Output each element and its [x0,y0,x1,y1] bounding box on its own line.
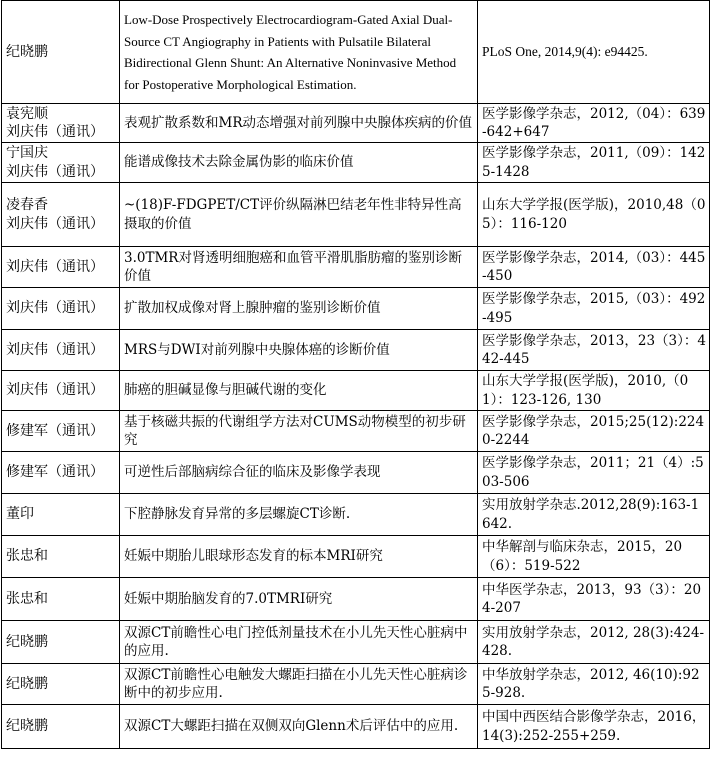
title-cell: Low-Dose Prospectively Electrocardiogram-Gated Axial Dual-Source CT Angiography in Patients with Pulsatile Bilateral Bidirectional Glenn Shunt: An Alternative Noninvasive Method for Postoperative Morphological Estimation. [120,1,478,104]
author-cell [2,1,120,104]
author-cell [2,452,120,494]
author-name: 修建军（通讯） [6,422,104,439]
title-cell: 妊娠中期胎脑发育的7.0TMRI研究 [120,578,478,621]
source-cell: 山东大学学报(医学版)，2010,（01）：123-126, 130 [478,371,710,411]
author-name: 董印 [6,506,34,523]
source-cell: 医学影像学杂志，2013，23（3）：442-445 [478,330,710,371]
title-cell: 能谱成像技术去除金属伪影的临床价值 [120,143,478,183]
source-cell: 中国中西医结合影像学杂志，2016，14(3):252-255+259. [478,705,710,749]
table-row [2,411,710,452]
source-cell: 实用放射学杂志.2012,28(9):163-1642. [478,494,710,536]
author-name: 刘庆伟（通讯） [6,215,104,232]
table-row [2,330,710,371]
table-row [2,578,710,621]
title-cell: 双源CT前瞻性心电触发大螺距扫描在小儿先天性心脏病诊断中的初步应用. [120,664,478,705]
title-cell: 肺癌的胆碱显像与胆碱代谢的变化 [120,371,478,411]
title-cell: 双源CT前瞻性心电门控低剂量技术在小儿先天性心脏病中的应用. [120,621,478,664]
table-row [2,494,710,536]
author-cell [2,330,120,371]
title-cell: ~(18)F-FDGPET/CT评价纵隔淋巴结老年性非特异性高摄取的价值 [120,183,478,247]
author-name: 刘庆伟（通讯） [6,341,104,358]
source-cell: 中华放射学杂志，2012, 46(10):925-928. [478,664,710,705]
publication-table [1,0,710,749]
author-name: 刘庆伟（通讯） [6,163,104,180]
table-row [2,104,710,143]
table-row [2,621,710,664]
author-name: 刘庆伟（通讯） [6,258,104,275]
table-row [2,288,710,330]
author-cell [2,143,120,183]
table-row [2,536,710,578]
source-cell: 实用放射学杂志，2012, 28(3):424-428. [478,621,710,664]
author-name: 刘庆伟（通讯） [6,382,104,399]
author-cell [2,664,120,705]
table-row [2,705,710,749]
author-name: 张忠和 [6,548,48,565]
author-name: 纪晓鹏 [6,718,48,735]
title-cell: 3.0TMR对肾透明细胞癌和血管平滑肌脂肪瘤的鉴别诊断价值 [120,247,478,288]
author-cell [2,411,120,452]
title-cell: 扩散加权成像对肾上腺肿瘤的鉴别诊断价值 [120,288,478,330]
table-row [2,1,710,104]
title-cell: MRS与DWI对前列腺中央腺体癌的诊断价值 [120,330,478,371]
table-row [2,183,710,247]
author-name: 刘庆伟（通讯） [6,300,104,317]
source-cell: PLoS One, 2014,9(4): e94425. [478,1,710,104]
author-name: 刘庆伟（通讯） [6,124,104,140]
author-name: 纪晓鹏 [6,43,48,60]
source-cell: 医学影像学杂志，2015,（03）：492-495 [478,288,710,330]
source-cell: 中华解剖与临床杂志，2015，20（6）：519-522 [478,536,710,578]
table-row [2,247,710,288]
author-cell [2,621,120,664]
author-cell [2,183,120,247]
author-name: 袁宪顺 [6,105,48,122]
author-name: 纪晓鹏 [6,675,48,692]
author-cell [2,578,120,621]
title-cell: 表观扩散系数和MR动态增强对前列腺中央腺体疾病的价值 [120,104,478,143]
source-cell: 医学影像学杂志，2011；21（4）:503-506 [478,452,710,494]
author-cell [2,104,120,143]
author-cell [2,288,120,330]
source-cell: 山东大学学报(医学版)，2010,48（05）：116-120 [478,183,710,247]
source-cell: 医学影像学杂志，2015;25(12):2240-2244 [478,411,710,452]
source-cell: 医学影像学杂志，2012,（04）：639-642+647 [478,104,710,143]
table-row [2,664,710,705]
author-name: 张忠和 [6,590,48,607]
title-cell: 妊娠中期胎儿眼球形态发育的标本MRI研究 [120,536,478,578]
author-cell [2,371,120,411]
author-name: 纪晓鹏 [6,633,48,650]
author-cell [2,494,120,536]
author-cell [2,705,120,749]
author-name: 宁国庆 [6,145,48,161]
author-name: 凌春香 [6,197,48,213]
title-cell: 双源CT大螺距扫描在双侧双向Glenn术后评估中的应用. [120,705,478,749]
title-cell: 下腔静脉发育异常的多层螺旋CT诊断. [120,494,478,536]
author-name: 修建军（通讯） [6,464,104,481]
table-row [2,371,710,411]
source-cell: 中华医学杂志，2013，93（3）：204-207 [478,578,710,621]
source-cell: 医学影像学杂志，2014,（03）：445-450 [478,247,710,288]
author-cell [2,536,120,578]
title-cell: 可逆性后部脑病综合征的临床及影像学表现 [120,452,478,494]
table-row [2,452,710,494]
source-cell: 医学影像学杂志，2011,（09）：1425-1428 [478,143,710,183]
table-row [2,143,710,183]
author-cell [2,247,120,288]
title-cell: 基于核磁共振的代谢组学方法对CUMS动物模型的初步研究 [120,411,478,452]
